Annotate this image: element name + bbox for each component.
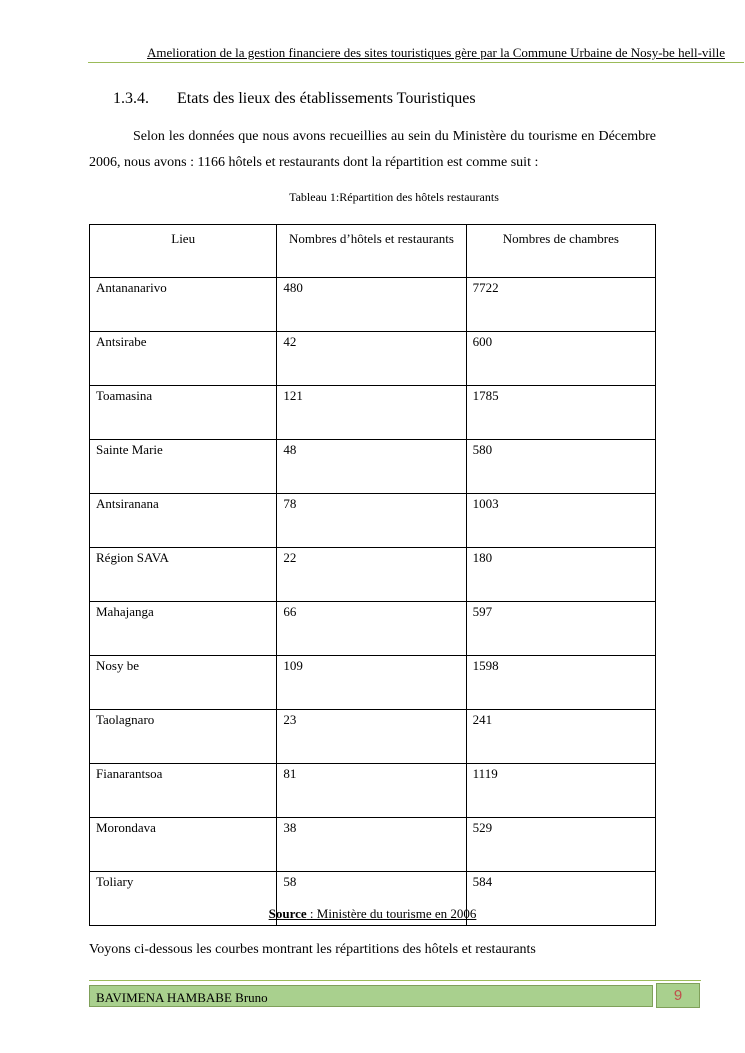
- cell-hotels-count: 81: [277, 764, 466, 818]
- cell-lieu: Antananarivo: [90, 278, 277, 332]
- table-row: [90, 710, 656, 764]
- footer-rule: [89, 980, 701, 981]
- section-title: Etats des lieux des établissements Touristiques: [177, 90, 476, 107]
- cell-lieu: Toamasina: [90, 386, 277, 440]
- cell-hotels-count: 121: [277, 386, 466, 440]
- cell-hotels-count: 38: [277, 818, 466, 872]
- source-text: : Ministère du tourisme en 2006: [306, 906, 477, 921]
- table-row: [90, 656, 656, 710]
- cell-lieu: Nosy be: [90, 656, 277, 710]
- hotels-table: [89, 224, 656, 926]
- closing-sentence: Voyons ci-dessous les courbes montrant les répartitions des hôtels et restaurants: [89, 942, 536, 957]
- header-hotels-count: Nombres d’hôtels et restaurants: [277, 225, 466, 278]
- cell-rooms-count: 529: [466, 818, 655, 872]
- table-row: [90, 548, 656, 602]
- cell-lieu: Région SAVA: [90, 548, 277, 602]
- cell-lieu: Mahajanga: [90, 602, 277, 656]
- cell-rooms-count: 180: [466, 548, 655, 602]
- table-row: [90, 278, 656, 332]
- cell-lieu: Antsirabe: [90, 332, 277, 386]
- table-row: [90, 602, 656, 656]
- cell-lieu: Antsiranana: [90, 494, 277, 548]
- cell-lieu: Taolagnaro: [90, 710, 277, 764]
- cell-hotels-count: 480: [277, 278, 466, 332]
- header-rule: [88, 62, 744, 63]
- cell-lieu: Toliary: [90, 872, 277, 926]
- section-heading: [113, 90, 476, 108]
- table-row: [90, 494, 656, 548]
- table-row: [90, 440, 656, 494]
- table-header-row: [90, 225, 656, 278]
- cell-hotels-count: 23: [277, 710, 466, 764]
- cell-rooms-count: 1598: [466, 656, 655, 710]
- footer-author: BAVIMENA HAMBABE Bruno: [89, 985, 653, 1007]
- cell-rooms-count: 7722: [466, 278, 655, 332]
- cell-hotels-count: 78: [277, 494, 466, 548]
- cell-hotels-count: 109: [277, 656, 466, 710]
- cell-rooms-count: 241: [466, 710, 655, 764]
- table-caption: Tableau 1:Répartition des hôtels restaurants: [289, 190, 499, 204]
- cell-lieu: Fianarantsoa: [90, 764, 277, 818]
- intro-paragraph: Selon les données que nous avons recueillies au sein du Ministère du tourisme en Décembre 2006, nous avons : 1166 hôtels et restaurants dont la répartition est comme suit :: [89, 129, 656, 170]
- table-source: [89, 906, 656, 922]
- section-number: 1.3.4.: [113, 90, 149, 107]
- running-header: Amelioration de la gestion financiere des sites touristiques gère par la Commune Urbaine de Nosy-be hell-ville: [147, 45, 725, 60]
- cell-hotels-count: 48: [277, 440, 466, 494]
- table-row: [90, 764, 656, 818]
- header-lieu: Lieu: [90, 225, 277, 278]
- source-label: Source: [268, 906, 307, 921]
- cell-hotels-count: 22: [277, 548, 466, 602]
- cell-hotels-count: 42: [277, 332, 466, 386]
- cell-rooms-count: 580: [466, 440, 655, 494]
- cell-rooms-count: 600: [466, 332, 655, 386]
- table-body: [90, 278, 656, 926]
- cell-hotels-count: 66: [277, 602, 466, 656]
- header-rooms-count: Nombres de chambres: [466, 225, 655, 278]
- cell-rooms-count: 597: [466, 602, 655, 656]
- table-row: [90, 386, 656, 440]
- cell-hotels-count: 58: [277, 872, 466, 926]
- cell-lieu: Morondava: [90, 818, 277, 872]
- table-row: [90, 818, 656, 872]
- cell-lieu: Sainte Marie: [90, 440, 277, 494]
- cell-rooms-count: 1119: [466, 764, 655, 818]
- table-row: [90, 332, 656, 386]
- cell-rooms-count: 1785: [466, 386, 655, 440]
- cell-rooms-count: 1003: [466, 494, 655, 548]
- cell-rooms-count: 584: [466, 872, 655, 926]
- page-number: 9: [656, 983, 700, 1008]
